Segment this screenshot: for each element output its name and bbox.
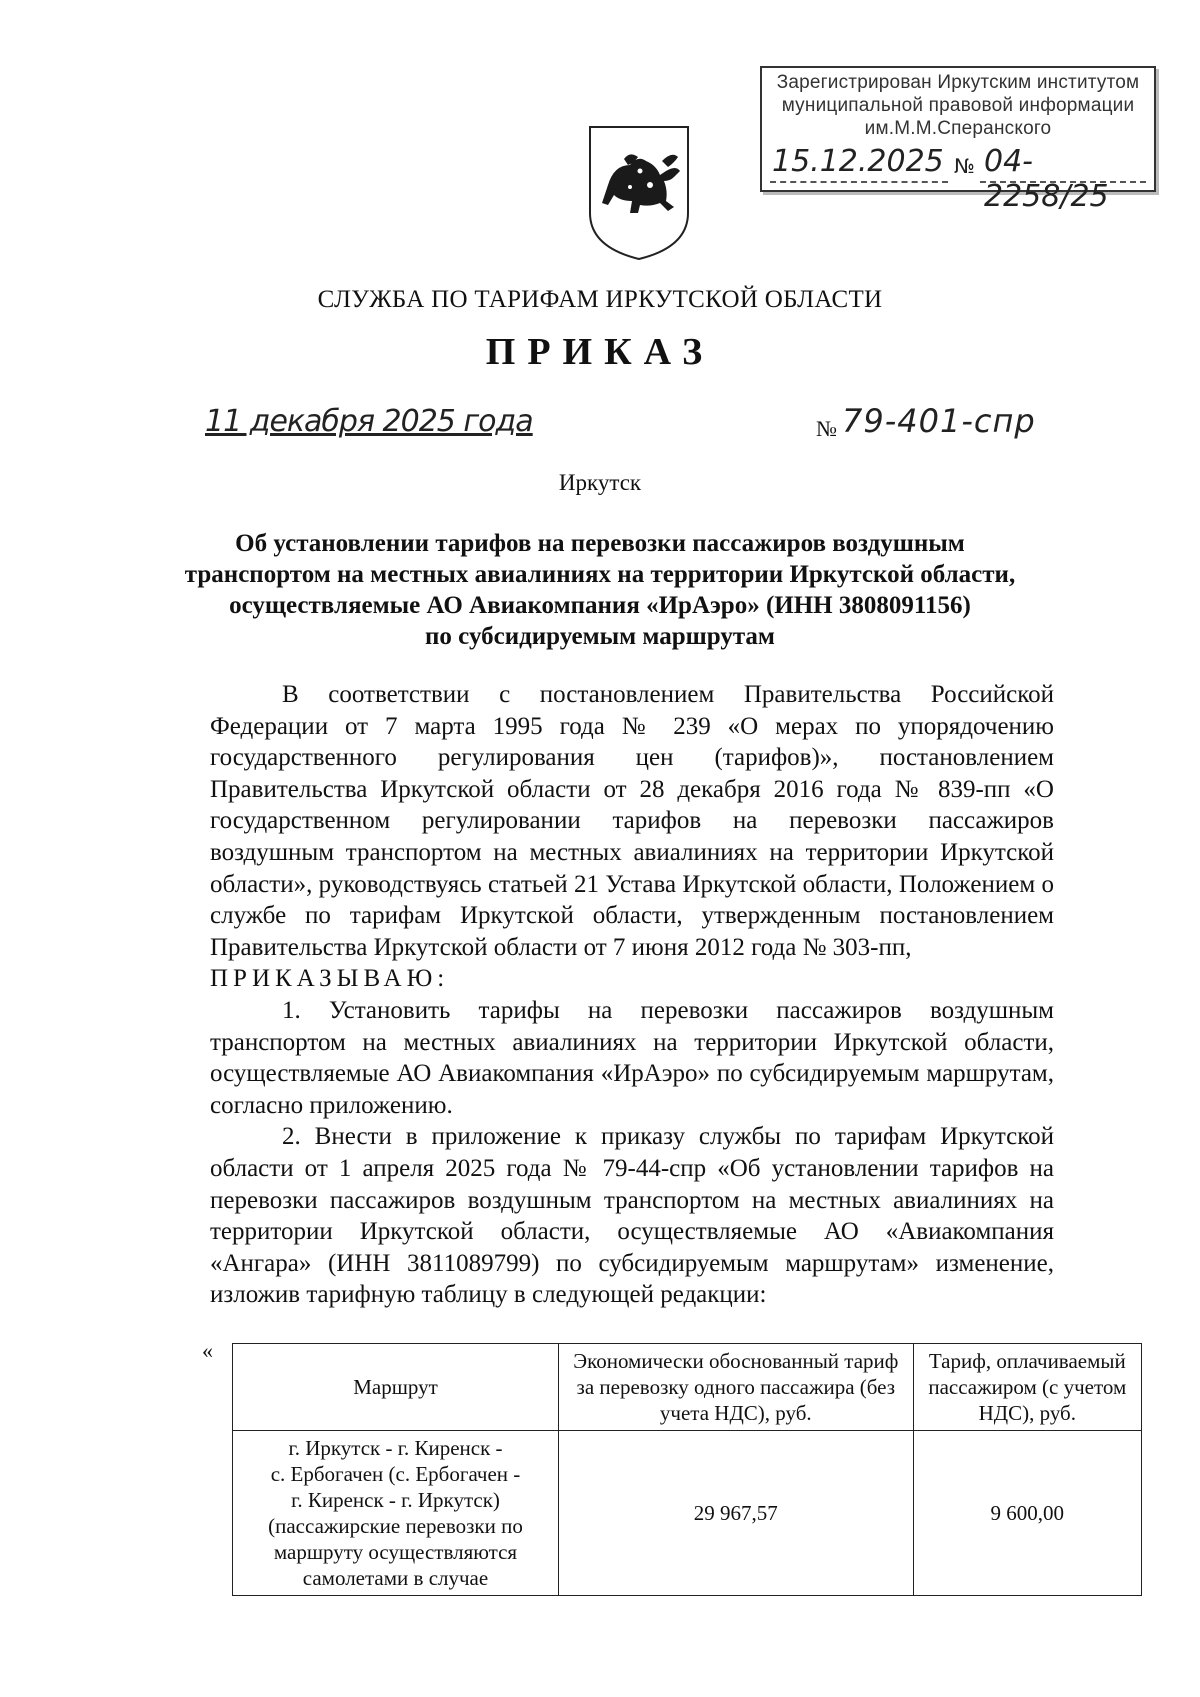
route-line: с. Ербогачен (с. Ербогачен - (270, 1462, 521, 1486)
stamp-number-underline (980, 181, 1146, 183)
route-cell (233, 1431, 559, 1596)
stamp-date-underline (770, 181, 948, 183)
coat-of-arms-emblem (584, 121, 694, 263)
tariff-table (232, 1343, 1142, 1596)
order-word: ПРИКАЗЫВАЮ: (210, 965, 450, 993)
order-body (210, 679, 1054, 1311)
item-2-paragraph: 2. Внести в приложение к приказу службы по тарифам Иркутской области от 1 апреля 2025 года № 79-44-спр «Об установлении тарифов на перевозки пассажиров воздушным транспортом на местных авиалиниях на территории Иркутской области, осуществляемые АО «Авиакомпания «Ангара» (ИНН 3811089799) по субсидируемым маршрутам» изменение, изложив тарифную таблицу в следующей редакции: (210, 1123, 1054, 1309)
route-line: г. Иркутск - г. Киренск - (288, 1436, 503, 1460)
preamble-paragraph: В соответствии с постановлением Правительства Российской Федерации от 7 марта 1995 года № 239 «О мерах по упорядочению государственного регулирования цен (тарифов)», постановлением Правительства Иркутской области от 28 декабря 2016 года № 839-пп «О государственном регулировании тарифов на перевозки пассажиров воздушным транспортом на местных авиалиниях на территории Иркутской области», руководствуясь статьей 21 Устава Иркутской области, Положением о службе по тарифам Иркутской области, утвержденным постановлением Правительства Иркутской области от 7 июня 2012 года № 303-пп, (210, 681, 1054, 961)
subject-line: транспортом на местных авиалиниях на территории Иркутской области, (184, 561, 1016, 588)
passenger-tariff-cell: 9 600,00 (913, 1431, 1141, 1596)
route-line: маршруту осуществляются (273, 1540, 518, 1564)
table-header-row (233, 1344, 1142, 1431)
stamp-date-handwritten: 15.12.2025 (772, 144, 944, 179)
stamp-line-1: Зарегистрирован Иркутским институтом (776, 72, 1140, 93)
header-economic-tariff: Экономически обоснованный тариф за перевозку одного пассажира (без учета НДС), руб. (559, 1344, 914, 1431)
route-line: самолетами в случае (302, 1566, 489, 1590)
subject-line: по субсидируемым маршрутам (425, 623, 775, 650)
agency-name: СЛУЖБА ПО ТАРИФАМ ИРКУТСКОЙ ОБЛАСТИ (317, 286, 883, 313)
economic-tariff-cell: 29 967,57 (559, 1431, 914, 1596)
subject-line: Об установлении тарифов на перевозки пассажиров воздушным (235, 530, 965, 557)
order-number-label: № (816, 416, 837, 441)
header-passenger-tariff: Тариф, оплачиваемый пассажиром (с учетом НДС), руб. (913, 1344, 1141, 1431)
header-route: Маршрут (233, 1344, 559, 1431)
table-row (233, 1431, 1142, 1596)
city: Иркутск (558, 470, 642, 495)
registration-stamp (760, 66, 1156, 214)
subject-line: осуществляемые АО Авиакомпания «ИрАэро» (ИНН 3808091156) (229, 592, 971, 619)
document-type-title: ПРИКАЗ (485, 331, 715, 373)
route-line: г. Киренск - г. Иркутск) (291, 1488, 500, 1512)
table-open-quote: « (202, 1338, 213, 1363)
order-number-handwritten: 79-401-спр (842, 402, 1036, 440)
stamp-number-label: № (954, 154, 975, 178)
route-line: (пассажирские перевозки по (268, 1514, 523, 1538)
stamp-line-2: муниципальной правовой информации (781, 95, 1135, 116)
stamp-line-3: им.М.М.Сперанского (864, 118, 1052, 139)
order-subject (150, 528, 1050, 652)
stamp-number-handwritten: 04-2258/25 (984, 144, 1109, 214)
item-1-paragraph: 1. Установить тарифы на перевозки пассажиров воздушным транспортом на местных авиалиниях на территории Иркутской области, осуществляемые АО Авиакомпания «ИрАэро» по субсидируемым маршрутам, согласно приложению. (210, 996, 1054, 1119)
order-date-handwritten: 11 декабря 2025 года (205, 404, 533, 439)
